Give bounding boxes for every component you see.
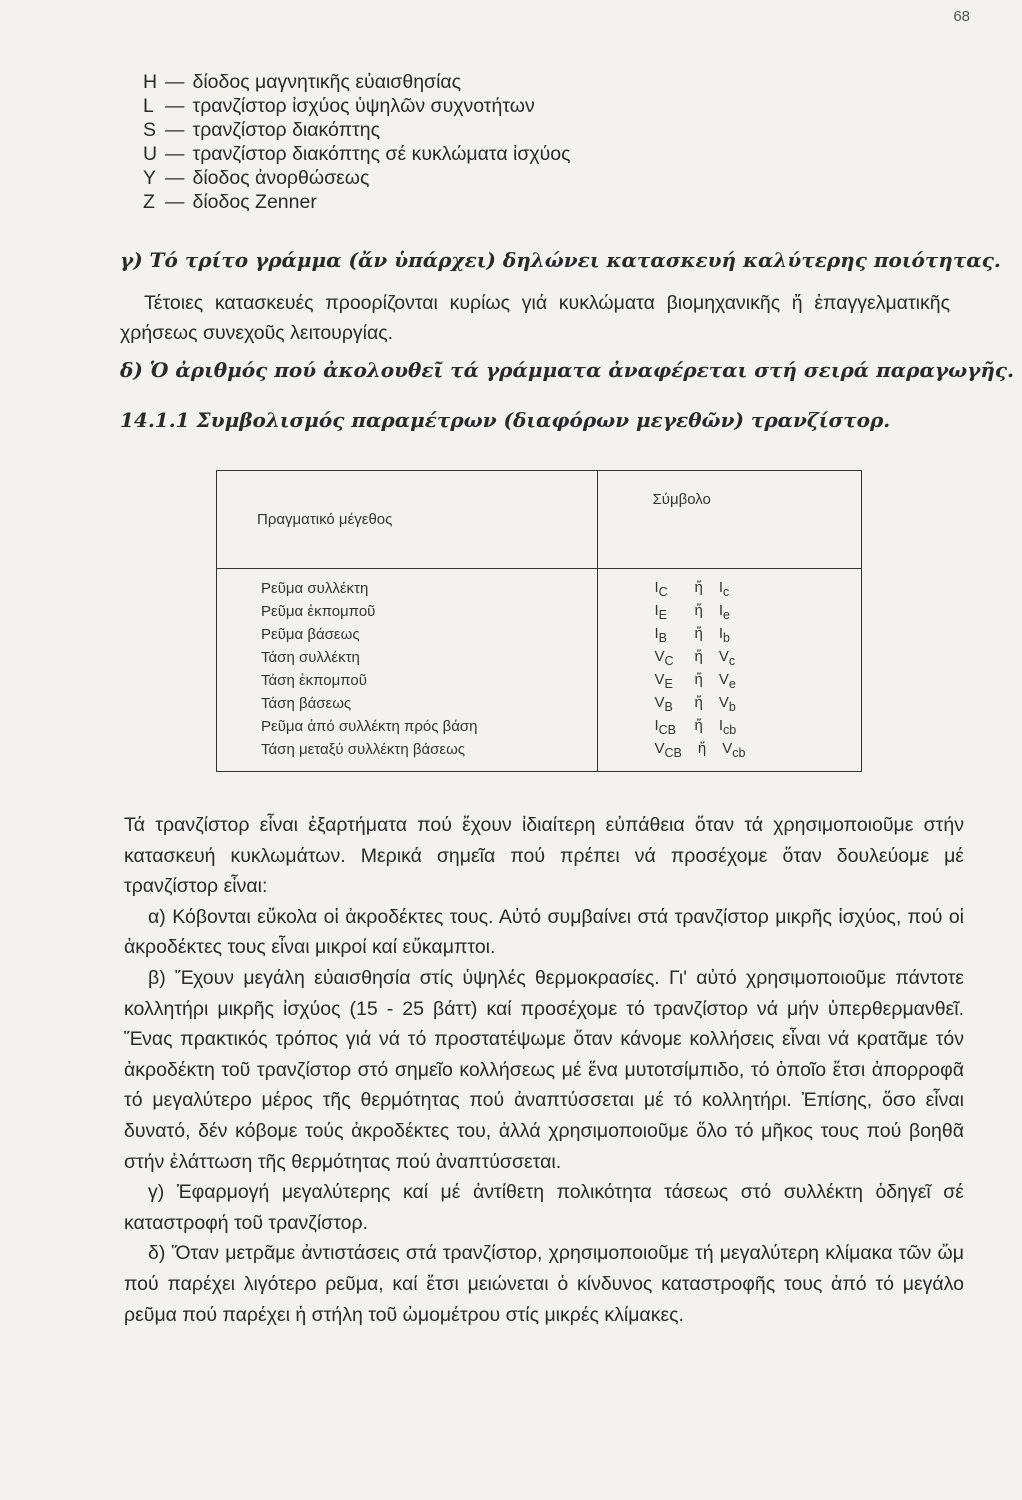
code-list-item: Z — δίοδος Zenner [143,191,317,213]
table-row [217,646,862,669]
table-row [217,738,862,772]
symbol-cell: $I_{CB}$ ἤ $I_{cb}$ [598,715,862,738]
table-row [217,623,862,646]
symbol-cell: $I_B$ ἤ $I_b$ [598,623,862,646]
table-row [217,692,862,715]
code-list-item: S — τρανζίστορ διακόπτης [143,119,381,141]
code-description: τρανζίστορ διακόπτης σέ κυκλώματα ἰσχύος [192,143,571,165]
heading-serial-number: δ) Ὁ ἀριθμός πού ἀκολουθεῖ τά γράμματα ἀναφέρεται στή σειρά παραγωγῆς. [120,358,1015,382]
quantity-cell: Τάση συλλέκτη [217,646,598,669]
quantity-cell: Ρεῦμα ἐκπομποῦ [217,600,598,623]
page-number: 68 [953,8,970,25]
table-row [217,715,862,738]
body-item-b: β) Ἔχουν μεγάλη εὐαισθησία στίς ὑψηλές θερμοκρασίες. Γι' αὐτό χρησιμοποιοῦμε πάντοτε κολλητήρι μικρῆς ἰσχύος (15 - 25 βάττ) καί προσέχομε τό τρανζίστορ νά μήν ὑπερθερμανθεῖ. Ἕνας πρακτικός τρόπος γιά νά τό προστατέψωμε ὅταν κάνομε κολλήσεις εἶναι νά κρατᾶμε τόν ἀκροδέκτη τοῦ τρανζίστορ στό σημεῖο κολλήσεως μέ ἕνα μυτοτσίμπιδο, τό ὁποῖο ἔτσι ἀπορροφᾶ τό μεγαλύτερο μέρος τῆς θερμότητας πού ἀναπτύσσεται μέ τό κολλητήρι. Ἐπίσης, ὅσο εἶναι δυνατό, δέν κόβομε τούς ἀκροδέκτες του, ἀλλά χρησιμοποιοῦμε ὅλο τό μῆκος τους πού βοηθᾶ στήν ἐλάττωση τῆς θερμότητας πού ἀναπτύσσεται. [124,966,964,1173]
code-letter: S [143,119,157,141]
symbol-cell: $I_E$ ἤ $I_e$ [598,600,862,623]
code-letter: U [143,143,158,165]
symbol-cell: $V_C$ ἤ $V_c$ [598,646,862,669]
symbol-cell: $V_{CB}$ ἤ $V_{cb}$ [598,738,862,772]
symbol-cell: $V_E$ ἤ $V_e$ [598,669,862,692]
code-letter: H [143,71,158,93]
paragraph-third-letter: Τέτοιες κατασκευές προορίζονται κυρίως γιά κυκλώματα βιομηχανικῆς ἤ ἐπαγγελματικῆς χρήσεως συνεχοῦς λειτουργίας. [120,292,950,344]
body-item-d: δ) Ὅταν μετρᾶμε ἀντιστάσεις στά τρανζίστορ, χρησιμοποιοῦμε τή μεγαλύτερη κλίμακα τῶν ὤμ πού παρέχει λιγότερο ρεῦμα, καί ἔτσι μειώνεται ὁ κίνδυνος καταστροφῆς τους ἀπό τό μεγάλο ρεῦμα πού παρέχει ἡ στήλη τοῦ ὠμομέτρου στίς μικρές κλίμακες. [124,1242,964,1326]
body-intro: Τά τρανζίστορ εἶναι ἐξαρτήματα πού ἔχουν ἰδιαίτερη εὐπάθεια ὅταν τά χρησιμοποιοῦμε στήν κατασκευή κυκλωμάτων. Μερικά σημεῖα πού πρέπει νά προσέχομε ὅταν δουλεύομε μέ τρανζίστορ εἶναι: [124,814,964,898]
code-description: δίοδος μαγνητικῆς εὐαισθησίας [192,71,462,93]
column-header-symbol: Σύμβολο [598,471,862,569]
heading-third-letter: γ) Τό τρίτο γράμμα (ἄν ὑπάρχει) δηλώνει κατασκευή καλύτερης ποιότητας. [120,248,1001,272]
code-letter: L [143,95,154,117]
quantity-cell: Ρεῦμα συλλέκτη [217,569,598,601]
column-header-quantity: Πραγματικό μέγεθος [217,471,598,569]
body-item-a: α) Κόβονται εὔκολα οἱ ἀκροδέκτες τους. Αὐτό συμβαίνει στά τρανζίστορ μικρῆς ἰσχύος, πού οἱ ἀκροδέκτες τους εἶναι μικροί καί εὔκαμπτοι. [124,905,964,959]
table-row [217,600,862,623]
symbol-cell: $I_C$ ἤ $I_c$ [598,569,862,601]
letter-code-list [143,70,571,214]
table-row [217,569,862,601]
transistor-handling-text [124,810,964,1330]
quantity-cell: Τάση μεταξύ συλλέκτη βάσεως [217,738,598,772]
code-letter: Y [143,167,157,189]
table-row [217,669,862,692]
code-letter: Z [143,191,155,213]
quantity-cell: Τάση βάσεως [217,692,598,715]
quantity-cell: Ρεῦμα βάσεως [217,623,598,646]
quantity-cell: Ρεῦμα ἀπό συλλέκτη πρός βάση [217,715,598,738]
code-list-item: H — δίοδος μαγνητικῆς εὐαισθησίας [143,71,462,93]
body-item-c: γ) Ἐφαρμογή μεγαλύτερης καί μέ ἀντίθετη πολικότητα τάσεως στό συλλέκτη ὁδηγεῖ σέ καταστροφή τοῦ τρανζίστορ. [124,1181,964,1234]
code-description: τρανζίστορ ἰσχύος ὑψηλῶν συχνοτήτων [192,95,535,117]
code-list-item: L — τρανζίστορ ἰσχύος ὑψηλῶν συχνοτήτων [143,95,535,117]
code-description: δίοδος Zenner [192,191,317,213]
section-heading: 14.1.1 Συμβολισμός παραμέτρων (διαφόρων μεγεθῶν) τρανζίστορ. [120,408,891,432]
symbol-cell: $V_B$ ἤ $V_b$ [598,692,862,715]
code-list-item: U — τρανζίστορ διακόπτης σέ κυκλώματα ἰσχύος [143,143,571,165]
parameter-symbol-table [216,470,862,772]
code-description: τρανζίστορ διακόπτης [192,119,381,141]
code-list-item: Y — δίοδος ἀνορθώσεως [143,167,370,189]
quantity-cell: Τάση ἐκπομποῦ [217,669,598,692]
code-description: δίοδος ἀνορθώσεως [192,167,370,189]
